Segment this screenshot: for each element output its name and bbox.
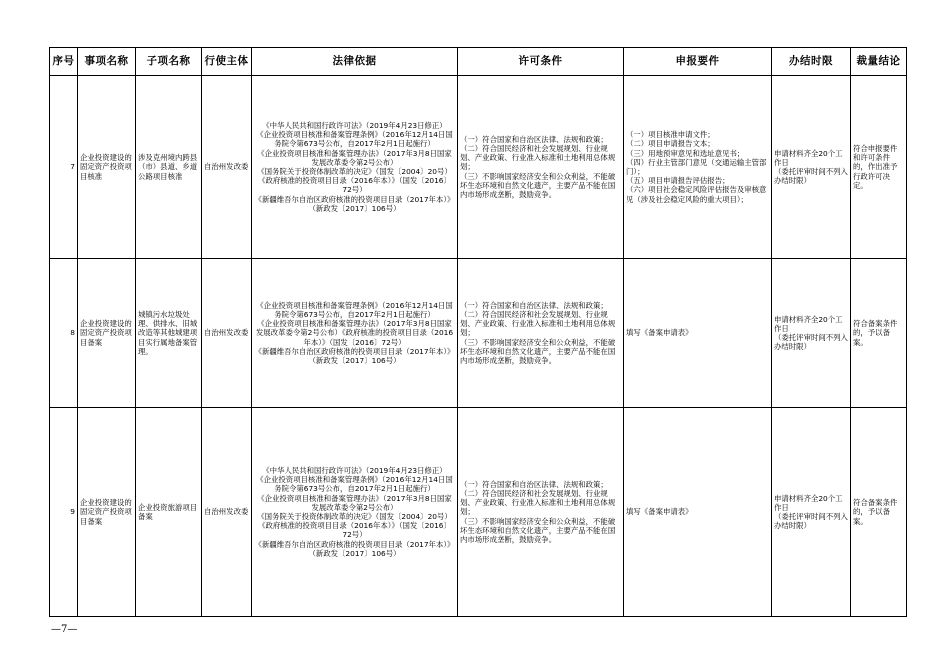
page-number: —7—: [51, 624, 78, 635]
row-time-limit: 申请材料齐全20个工作日 （委托评审时间不列入办结时限）: [772, 408, 851, 617]
row-legal: 《中华人民共和国行政许可法》（2019年4月23日修正） 《企业投资项目核准和备案管理条例》（2016年12月14日国务院令第673号公布，自2017年2月1日起施行） 《企业投资项目核准和备案管理办法》（2017年3月8日国家发展改革委令第2号公布） 《国务院关于投资体制改革的决定》（国发〔2004〕20号） 《政府核准的投资项目目录（2016年本）》（国发〔2016〕72号） 《新疆维吾尔自治区政府核准的投资项目目录（2017年本）》（新政发〔2017〕106号）: [252, 76, 458, 259]
row-time-limit: 申请材料齐全20个工作日 （委托评审时间不列入办结时限）: [772, 259, 851, 408]
header-time-limit: 办结时限: [772, 48, 851, 76]
row-conclusion: 符合备案条件的，予以备案。: [851, 408, 907, 617]
row-authority: 自治州发改委: [202, 76, 252, 259]
permit-table: [49, 47, 907, 617]
row-conditions: （一）符合国家和自治区法律、法规和政策； （二）符合国民经济和社会发展规划、行业规划、产业政策、行业准入标准和土地利用总体规划； （三）不影响国家经济安全和公众利益，不能破坏生态环境和自然文化遗产，主要产品不能在国内市场形成垄断，鼓励竞争。: [458, 76, 624, 259]
row-subitem: 企业投资旅游项目备案: [136, 408, 202, 617]
row-legal: 《中华人民共和国行政许可法》（2019年4月23日修正） 《企业投资项目核准和备案管理条例》（2016年12月14日国务院令第673号公布，自2017年2月1日起施行） 《企业投资项目核准和备案管理办法》（2017年3月8日国家发展改革委令第2号公布） 《国务院关于投资体制改革的决定》（国发〔2004〕20号） 《政府核准的投资项目目录（2016年本）》（国发〔2016〕72号） 《新疆维吾尔自治区政府核准的投资项目目录（2017年本）》（新政发〔2017〕106号）: [252, 408, 458, 617]
row-item: 企业投资建设的固定资产投资项目核准: [78, 76, 136, 259]
table-row: [50, 408, 907, 617]
row-conditions: （一）符合国家和自治区法律、法规和政策； （二）符合国民经济和社会发展规划、行业规划、产业政策、行业准入标准和土地利用总体规划； （三）不影响国家经济安全和公众利益，不能破坏生态环境和自然文化遗产，主要产品不能在国内市场形成垄断，鼓励竞争。: [458, 408, 624, 617]
table-row: [50, 259, 907, 408]
row-authority: 自治州发改委: [202, 408, 252, 617]
row-subitem: 城镇污水垃圾处理、供排水、旧城改造等其他城建项目实行属地备案管理。: [136, 259, 202, 408]
header-materials: 申报要件: [624, 48, 772, 76]
row-subitem: 涉及克州境内跨县（市）县道、乡道公路项目核准: [136, 76, 202, 259]
header-row: [50, 48, 907, 76]
row-materials: 填写《备案申请表》: [624, 408, 772, 617]
row-legal: 《企业投资项目核准和备案管理条例》（2016年12月14日国务院令第673号公布，自2017年2月1日起施行） 《企业投资项目核准和备案管理办法》（2017年3月8日国家发展改革委令第2号公布）《政府核准的投资项目目录（2016年本）》（国发〔2016〕72号） 《新疆维吾尔自治区政府核准的投资项目目录（2017年本）》（新政发〔2017〕106号）: [252, 259, 458, 408]
row-authority: 自治州发改委: [202, 259, 252, 408]
row-time-limit: 申请材料齐全20个工作日 （委托评审时间不列入办结时限）: [772, 76, 851, 259]
header-conditions: 许可条件: [458, 48, 624, 76]
row-item: 企业投资建设的固定资产投资项目备案: [78, 259, 136, 408]
row-conclusion: 符合申报要件和许可条件的，作出准予行政许可决定。: [851, 76, 907, 259]
header-subitem: 子项名称: [136, 48, 202, 76]
header-index: 序号: [50, 48, 78, 76]
row-conclusion: 符合备案条件的，予以备案。: [851, 259, 907, 408]
header-authority: 行使主体: [202, 48, 252, 76]
header-conclusion: 裁量结论: [851, 48, 907, 76]
row-materials: （一）项目核准申请文件； （二）项目申请报告文本； （三）用地预审意见和选址意见书； （四）行业主管部门意见（交通运输主管部门）； （五）项目申请报告评估报告； （六）项目社会稳定风险评估报告及审核意见（涉及社会稳定风险的重大项目）；: [624, 76, 772, 259]
table-row: [50, 76, 907, 259]
header-legal: 法律依据: [252, 48, 458, 76]
row-item: 企业投资建设的固定资产投资项目备案: [78, 408, 136, 617]
row-materials: 填写《备案申请表》: [624, 259, 772, 408]
row-conditions: （一）符合国家和自治区法律、法规和政策； （二）符合国民经济和社会发展规划、行业规划、产业政策、行业准入标准和土地利用总体规划； （三）不影响国家经济安全和公众利益，不能破坏生态环境和自然文化遗产，主要产品不能在国内市场形成垄断，鼓励竞争。: [458, 259, 624, 408]
row-index: 8: [50, 259, 78, 408]
header-item: 事项名称: [78, 48, 136, 76]
row-index: 7: [50, 76, 78, 259]
row-index: 9: [50, 408, 78, 617]
